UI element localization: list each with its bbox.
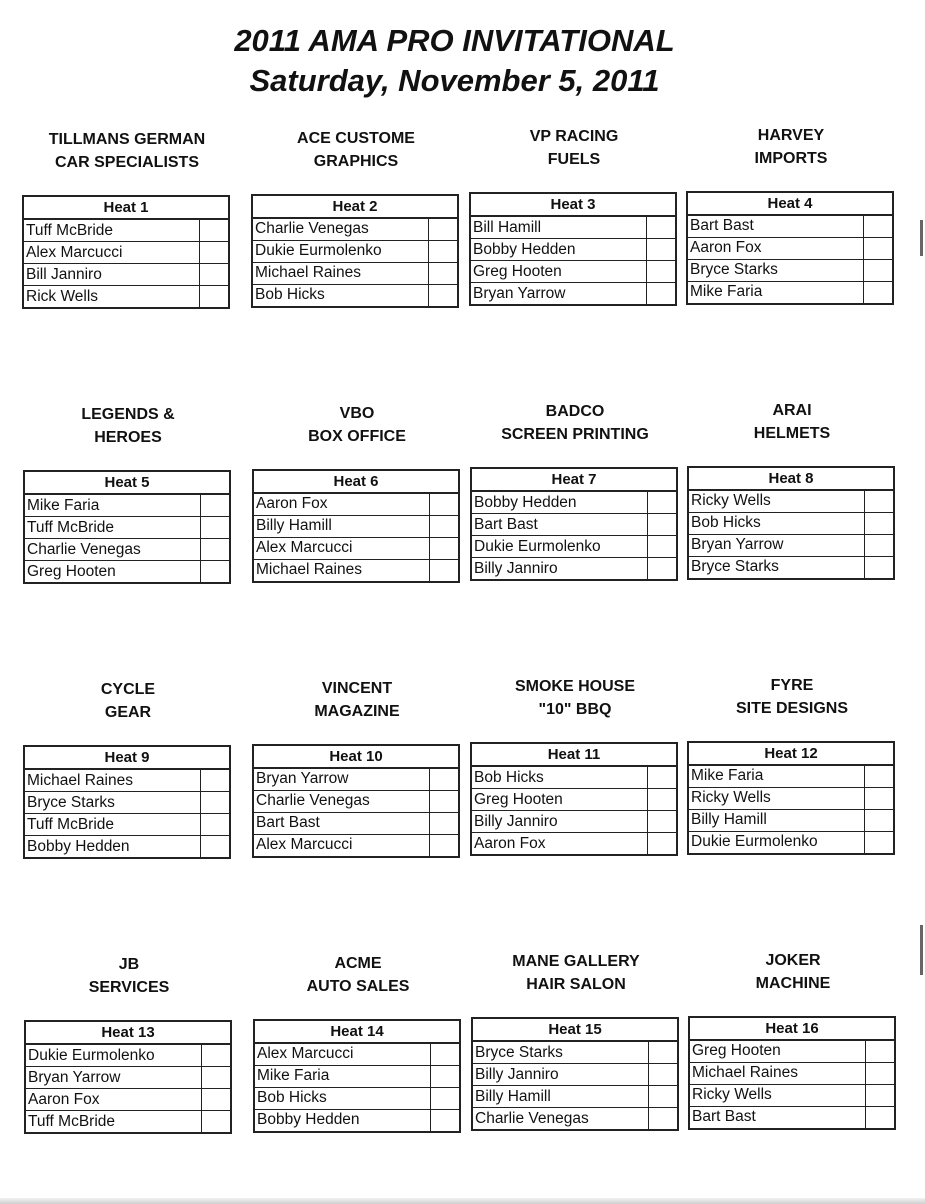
result-box: [430, 493, 460, 516]
result-box: [202, 1089, 232, 1111]
rider-name: Bryan Yarrow: [688, 534, 865, 556]
heat-table: [471, 1017, 679, 1131]
rider-row: [253, 537, 459, 559]
heat-label: Heat 6: [253, 470, 459, 493]
rider-name: Bobby Hedden: [27, 837, 130, 855]
sponsor-line: SMOKE HOUSE: [514, 678, 635, 695]
result-box: [648, 536, 678, 558]
rider-row: [689, 1084, 895, 1106]
sponsor-line: IMPORTS: [754, 149, 828, 167]
page-title: 2011 AMA PRO INVITATIONAL: [234, 23, 675, 58]
rider-name: Bryce Starks: [24, 792, 201, 814]
result-box: [865, 809, 895, 831]
rider-name: Bryan Yarrow: [253, 768, 430, 791]
sponsor-line: BOX OFFICE: [308, 427, 406, 445]
result-box: [865, 765, 895, 788]
rider-name: Alex Marcucci: [253, 537, 430, 559]
event-date: Saturday, November 5, 2011: [249, 63, 660, 98]
rider-row: [470, 216, 676, 239]
sponsor-name: [676, 124, 906, 170]
heat-table: [469, 192, 677, 306]
result-box: [431, 1043, 461, 1066]
heat-label: Heat 3: [470, 193, 676, 216]
rider-name: Charlie Venegas: [252, 218, 429, 241]
rider-name: Mike Faria: [24, 494, 201, 517]
sponsor-line: HARVEY: [757, 126, 825, 144]
result-box: [866, 1084, 896, 1106]
sponsor-line: "10" BBQ: [538, 701, 612, 718]
rider-name: Tuff McBride: [24, 517, 201, 539]
rider-name: Bryce Starks: [472, 1041, 649, 1064]
result-box: [647, 239, 677, 261]
rider-row: [252, 262, 458, 284]
rider-name: Billy Hamill: [472, 1086, 649, 1108]
rider-row: [689, 1062, 895, 1084]
result-box: [429, 218, 459, 241]
result-box: [865, 490, 895, 513]
result-box: [647, 283, 677, 306]
rider-row: [470, 261, 676, 283]
heat-label: Heat 5: [24, 471, 230, 494]
rider-row: [471, 811, 677, 833]
result-box: [648, 789, 678, 811]
result-box: [201, 814, 231, 836]
rider-name: Dukie Eurmolenko: [252, 240, 429, 262]
heat-label: Heat 15: [472, 1018, 678, 1041]
rider-row: [688, 556, 894, 579]
sponsor-name: [678, 949, 908, 995]
rider-row: [470, 239, 676, 261]
rider-row: [688, 787, 894, 809]
rider-name: Billy Janniro: [471, 811, 648, 833]
heat-table: [23, 745, 231, 859]
heat-table: [251, 194, 459, 308]
result-box: [864, 259, 894, 281]
result-box: [866, 1106, 896, 1129]
result-box: [430, 790, 460, 812]
rider-row: [252, 218, 458, 241]
rider-row: [23, 286, 229, 309]
rider-name: Mike Faria: [690, 283, 763, 300]
sponsor-name: [242, 677, 472, 723]
heat-label: Heat 4: [687, 192, 893, 215]
rider-row: [687, 281, 893, 304]
sponsor-line: LEGENDS &: [81, 406, 175, 423]
rider-row: [25, 1067, 231, 1089]
rider-name: Bryce Starks: [691, 558, 779, 575]
rider-row: [25, 1044, 231, 1067]
result-box: [202, 1044, 232, 1067]
heat-table: [253, 1019, 461, 1133]
heat-table: [24, 1020, 232, 1134]
rider-row: [23, 242, 229, 264]
rider-row: [688, 534, 894, 556]
sponsor-line: MAGAZINE: [314, 702, 400, 720]
rider-name: Michael Raines: [689, 1062, 866, 1084]
heat-table: [470, 742, 678, 856]
sponsor-line: CAR SPECIALISTS: [54, 154, 199, 171]
heat-label: Heat 2: [252, 195, 458, 218]
result-box: [430, 768, 460, 791]
heat-table: [22, 195, 230, 309]
rider-row: [687, 259, 893, 281]
rider-row: [472, 1064, 678, 1086]
sponsor-name: [677, 674, 907, 720]
rider-row: [253, 493, 459, 516]
rider-row: [253, 768, 459, 791]
result-box: [431, 1087, 461, 1109]
rider-row: [24, 769, 230, 792]
heat-table: [252, 744, 460, 858]
result-box: [202, 1111, 232, 1134]
result-box: [431, 1065, 461, 1087]
rider-row: [471, 558, 677, 581]
rider-row: [252, 240, 458, 262]
rider-name: Bryan Yarrow: [25, 1067, 202, 1089]
rider-name: Bryce Starks: [687, 259, 864, 281]
rider-name: Rick Wells: [26, 287, 99, 305]
rider-row: [254, 1065, 460, 1087]
result-box: [430, 834, 460, 857]
result-box: [647, 216, 677, 239]
heat-table: [687, 741, 895, 855]
heat-label: Heat 12: [688, 742, 894, 765]
rider-name: Dukie Eurmolenko: [471, 536, 648, 558]
sponsor-line: ACE CUSTOME: [297, 129, 415, 147]
sponsor-line: ARAI: [772, 401, 812, 419]
rider-row: [687, 237, 893, 259]
rider-name: Bob Hicks: [255, 286, 325, 303]
sponsor-line: VP RACING: [529, 128, 619, 145]
rider-name: Bobby Hedden: [470, 239, 647, 261]
scan-edge: [0, 1198, 925, 1204]
rider-row: [24, 814, 230, 836]
result-box: [201, 494, 231, 517]
rider-name: Ricky Wells: [688, 787, 865, 809]
result-box: [201, 769, 231, 792]
rider-row: [471, 491, 677, 514]
heat-label: Heat 10: [253, 745, 459, 768]
rider-name: Michael Raines: [252, 262, 429, 284]
rider-row: [688, 809, 894, 831]
result-box: [429, 284, 459, 307]
heat-table: [252, 469, 460, 583]
rider-name: Michael Raines: [24, 769, 201, 792]
heat-label: Heat 9: [24, 746, 230, 769]
sponsor-name: [460, 675, 690, 721]
sponsor-line: ACME: [334, 954, 382, 972]
rider-name: Bill Janniro: [23, 264, 200, 286]
rider-name: Bart Bast: [253, 812, 430, 834]
rider-row: [25, 1089, 231, 1111]
result-box: [649, 1041, 679, 1064]
rider-row: [689, 1106, 895, 1129]
rider-name: Aaron Fox: [253, 493, 430, 516]
result-box: [201, 561, 231, 584]
rider-row: [688, 512, 894, 534]
rider-name: Aaron Fox: [25, 1089, 202, 1111]
sponsor-name: [241, 127, 471, 173]
rider-name: Tuff McBride: [28, 1112, 115, 1130]
rider-row: [25, 1111, 231, 1134]
rider-row: [471, 766, 677, 789]
result-box: [648, 811, 678, 833]
sponsor-line: JB: [118, 956, 140, 973]
sponsor-line: MANE GALLERY: [512, 953, 640, 970]
sponsor-name: [460, 400, 690, 446]
rider-name: Bob Hicks: [688, 512, 865, 534]
result-box: [201, 539, 231, 561]
result-box: [865, 512, 895, 534]
rider-row: [688, 765, 894, 788]
rider-name: Alex Marcucci: [23, 242, 200, 264]
result-box: [864, 281, 894, 304]
heat-table: [686, 191, 894, 305]
rider-name: Dukie Eurmolenko: [691, 833, 818, 850]
rider-row: [470, 283, 676, 306]
result-box: [647, 261, 677, 283]
result-box: [649, 1108, 679, 1131]
result-box: [200, 242, 230, 264]
result-box: [648, 833, 678, 856]
result-box: [865, 534, 895, 556]
rider-row: [471, 514, 677, 536]
result-box: [864, 237, 894, 259]
rider-name: Bart Bast: [471, 514, 648, 536]
result-box: [866, 1040, 896, 1063]
heat-table: [470, 467, 678, 581]
rider-name: Alex Marcucci: [256, 836, 353, 853]
rider-row: [472, 1041, 678, 1064]
rider-name: Billy Janniro: [472, 1064, 649, 1086]
sponsor-line: GRAPHICS: [313, 152, 399, 170]
heat-label: Heat 16: [689, 1017, 895, 1040]
rider-name: Mike Faria: [254, 1065, 431, 1087]
rider-name: Aaron Fox: [687, 237, 864, 259]
rider-row: [23, 264, 229, 286]
result-box: [200, 264, 230, 286]
result-box: [429, 240, 459, 262]
sponsor-line: HEROES: [94, 429, 162, 446]
rider-name: Mike Faria: [688, 765, 865, 788]
heat-label: Heat 11: [471, 743, 677, 766]
sponsor-line: GEAR: [104, 704, 152, 721]
rider-row: [252, 284, 458, 307]
result-box: [648, 766, 678, 789]
rider-row: [472, 1108, 678, 1131]
rider-row: [688, 490, 894, 513]
sponsor-line: BADCO: [545, 403, 605, 420]
result-box: [866, 1062, 896, 1084]
rider-name: Alex Marcucci: [254, 1043, 431, 1066]
rider-row: [24, 561, 230, 584]
sponsor-name: [243, 952, 473, 998]
rider-name: Greg Hooten: [689, 1040, 866, 1063]
rider-name: Billy Hamill: [253, 515, 430, 537]
result-box: [430, 812, 460, 834]
rider-row: [687, 215, 893, 238]
heat-table: [23, 470, 231, 584]
sponsor-line: JOKER: [765, 951, 821, 969]
result-box: [202, 1067, 232, 1089]
rider-name: Bob Hicks: [254, 1087, 431, 1109]
rider-name: Bill Hamill: [470, 216, 647, 239]
rider-row: [23, 219, 229, 242]
result-box: [865, 556, 895, 579]
rider-row: [253, 515, 459, 537]
sponsor-line: VBO: [339, 404, 375, 422]
rider-row: [254, 1087, 460, 1109]
rider-row: [471, 833, 677, 856]
rider-row: [254, 1109, 460, 1132]
heat-table: [688, 1016, 896, 1130]
rider-row: [24, 539, 230, 561]
rider-row: [472, 1086, 678, 1108]
rider-row: [253, 834, 459, 857]
rider-name: Bobby Hedden: [257, 1111, 360, 1128]
result-box: [865, 831, 895, 854]
rider-row: [253, 812, 459, 834]
sponsor-name: [461, 950, 691, 996]
sponsor-name: [242, 402, 472, 448]
heat-label: Heat 8: [688, 467, 894, 490]
result-box: [429, 262, 459, 284]
sponsor-line: SCREEN PRINTING: [501, 426, 649, 443]
rider-name: Bryan Yarrow: [473, 284, 566, 302]
result-box: [200, 286, 230, 309]
result-box: [864, 215, 894, 238]
result-box: [430, 515, 460, 537]
sponsor-name: [13, 678, 243, 724]
sponsor-line: VINCENT: [321, 679, 393, 697]
rider-name: Tuff McBride: [24, 814, 201, 836]
heat-label: Heat 1: [23, 196, 229, 219]
result-box: [648, 491, 678, 514]
result-box: [431, 1109, 461, 1132]
rider-name: Charlie Venegas: [475, 1109, 589, 1127]
result-box: [430, 559, 460, 582]
sponsor-line: HAIR SALON: [526, 976, 626, 993]
result-box: [430, 537, 460, 559]
rider-name: Greg Hooten: [471, 789, 648, 811]
rider-row: [689, 1040, 895, 1063]
rider-name: Ricky Wells: [689, 1084, 866, 1106]
result-box: [200, 219, 230, 242]
sponsor-line: SITE DESIGNS: [735, 699, 849, 717]
scan-mark: [920, 925, 923, 975]
result-box: [649, 1064, 679, 1086]
sponsor-name: [14, 953, 244, 999]
rider-name: Bart Bast: [687, 215, 864, 238]
rider-row: [253, 559, 459, 582]
sponsor-name: [13, 403, 243, 449]
result-box: [865, 787, 895, 809]
result-box: [201, 836, 231, 859]
rider-name: Aaron Fox: [474, 834, 546, 852]
sponsor-line: HELMETS: [753, 424, 831, 442]
rider-name: Billy Janniro: [474, 559, 558, 577]
result-box: [201, 792, 231, 814]
rider-name: Bart Bast: [692, 1108, 756, 1125]
scan-mark: [920, 220, 923, 256]
sponsor-line: MACHINE: [755, 974, 831, 992]
sponsor-name: [459, 125, 689, 171]
sponsor-line: AUTO SALES: [306, 977, 410, 995]
heat-label: Heat 13: [25, 1021, 231, 1044]
sponsor-line: TILLMANS GERMAN: [48, 131, 206, 148]
rider-name: Ricky Wells: [688, 490, 865, 513]
rider-name: Dukie Eurmolenko: [25, 1044, 202, 1067]
rider-row: [471, 789, 677, 811]
result-box: [201, 517, 231, 539]
sponsor-line: SERVICES: [88, 979, 170, 996]
sponsor-line: FUELS: [547, 151, 601, 168]
rider-row: [471, 536, 677, 558]
heat-table: [687, 466, 895, 580]
result-box: [649, 1086, 679, 1108]
rider-name: Michael Raines: [256, 561, 362, 578]
rider-name: Greg Hooten: [470, 261, 647, 283]
rider-name: Tuff McBride: [23, 219, 200, 242]
result-box: [648, 514, 678, 536]
sponsor-name: [677, 399, 907, 445]
rider-name: Charlie Venegas: [253, 790, 430, 812]
rider-name: Bob Hicks: [471, 766, 648, 789]
sponsor-line: FYRE: [770, 676, 814, 694]
sponsor-name: [12, 128, 242, 174]
rider-row: [24, 792, 230, 814]
rider-row: [253, 790, 459, 812]
rider-row: [24, 836, 230, 859]
rider-name: Bobby Hedden: [471, 491, 648, 514]
sponsor-line: CYCLE: [100, 681, 156, 698]
rider-row: [24, 494, 230, 517]
rider-row: [24, 517, 230, 539]
rider-row: [688, 831, 894, 854]
result-box: [648, 558, 678, 581]
rider-name: Charlie Venegas: [24, 539, 201, 561]
rider-row: [254, 1043, 460, 1066]
rider-name: Greg Hooten: [27, 562, 116, 580]
heat-label: Heat 14: [254, 1020, 460, 1043]
heat-label: Heat 7: [471, 468, 677, 491]
rider-name: Billy Hamill: [688, 809, 865, 831]
